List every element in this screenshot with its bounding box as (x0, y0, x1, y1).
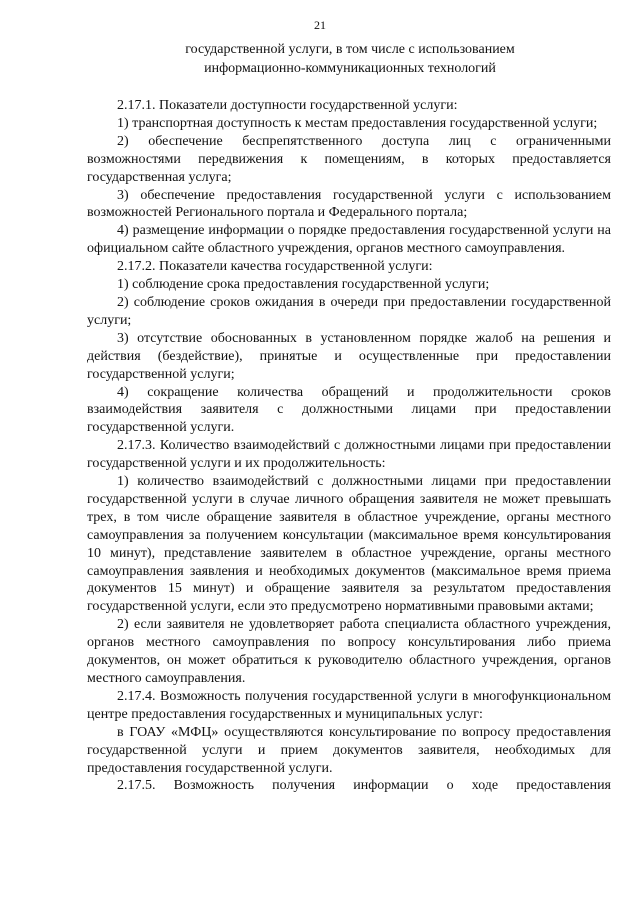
paragraph-2-17-4: 2.17.4. Возможность получения государственной услуги в многофункциональном центре предоставления государственных и муниципальных услуг: (87, 688, 611, 722)
list-item: 1) количество взаимодействий с должностными лицами при предоставлении государственной услуги в случае личного обращения заявителя не может превышать трех, в том числе обращение заявителя в областное учреждение, органы местного самоуправления за получением консультации (максимальное время консультирования 10 минут), представление заявителем в областное учреждение, органы местного самоуправления заявления и необходимых документов (максимальное время приема документов 15 минут) и обращение заявителя за результатом предоставления государственной услуги, если это предусмотрено нормативными правовыми актами; (87, 474, 611, 615)
list-item: 4) сокращение количества обращений и продолжительности сроков взаимодействия заявителя с должностными лицами при предоставлении государственной услуги. (87, 384, 611, 436)
paragraph-2-17-1: 2.17.1. Показатели доступности государственной услуги: (117, 98, 458, 113)
list-item: 1) транспортная доступность к местам предоставления государственной услуги; (117, 115, 598, 131)
heading-line-2: информационно-коммуникационных технологий (204, 61, 496, 76)
list-item: 1) соблюдение срока предоставления государственной услуги; (117, 277, 490, 293)
page-number: 21 (314, 18, 326, 32)
list-item: 4) размещение информации о порядке предоставления государственной услуги на официальном сайте областного учреждения, органов местного самоуправления. (87, 223, 611, 257)
heading-line-1: государственной услуги, в том числе с использованием (185, 42, 515, 57)
section-heading (60, 40, 640, 78)
list-item: 2) соблюдение сроков ожидания в очереди при предоставлении государственной услуги; (87, 294, 611, 328)
list-item: 2) обеспечение беспрепятственного доступа лиц с ограниченными возможностями передвижения к помещениям, в которых предоставляется государственная услуга; (87, 133, 611, 185)
paragraph-2-17-3: 2.17.3. Количество взаимодействий с должностными лицами при предоставлении государственной услуги и их продолжительность: (87, 438, 611, 472)
paragraph-2-17-2: 2.17.2. Показатели качества государственной услуги: (117, 259, 433, 275)
list-item: 2) если заявителя не удовлетворяет работа специалиста областного учреждения, органов местного самоуправления по вопросу консультирования либо приема документов, он может обратиться к руководителю областного учреждения, органов местного самоуправления. (87, 617, 611, 686)
paragraph-2-17-5: 2.17.5. Возможность получения информации о ходе предоставления (117, 778, 611, 794)
list-item: 3) отсутствие обоснованных в установленном порядке жалоб на решения и действия (бездействие), принятые и осуществленные при предоставлении государственной услуги; (87, 330, 611, 382)
list-item: 3) обеспечение предоставления государственной услуги с использованием возможностей Регионального портала и Федерального портала; (87, 187, 611, 221)
document-body (87, 97, 611, 795)
list-item: в ГОАУ «МФЦ» осуществляются консультирование по вопросу предоставления государственной услуги и прием документов заявителя, необходимых для предоставления государственной услуги. (87, 724, 611, 776)
